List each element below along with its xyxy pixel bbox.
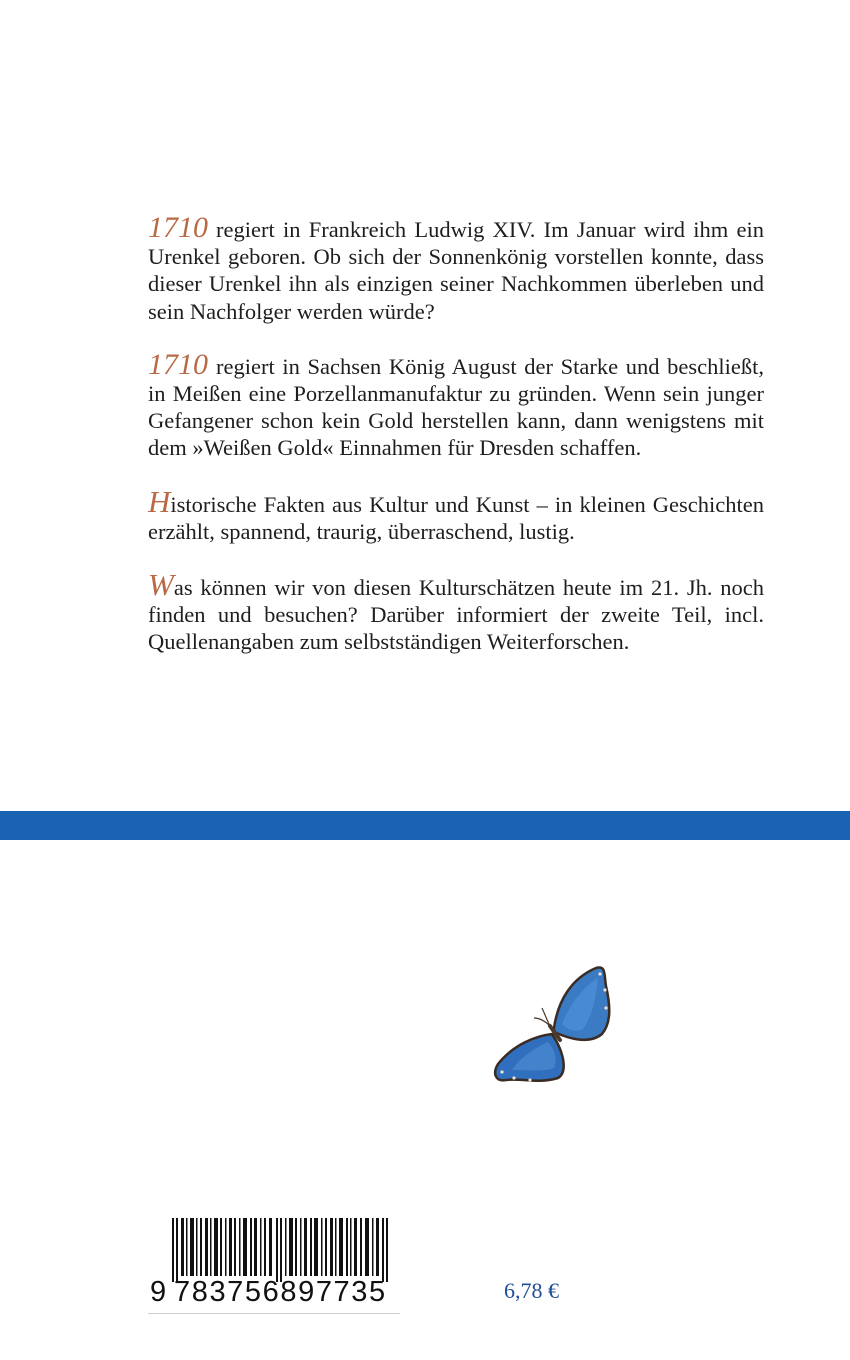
- paragraph-1-text: regiert in Frankreich Ludwig XIV. Im Januar wird ihm ein Urenkel geboren. Ob sich der Sonnenkönig vorstellen konnte, dass dieser Urenkel ihn als einzigen seiner Nachkommen überleben und sein Nachfolger werden würde?: [148, 217, 764, 324]
- isbn-first-digit: 9: [150, 1276, 168, 1308]
- isbn-number: [148, 1276, 398, 1310]
- paragraph-2-text: regiert in Sachsen König August der Starke und beschließt, in Meißen eine Porzellanmanufaktur zu gründen. Wenn sein junger Gefangener schon kein Gold herstellen kann, dann wenigstens mit dem »Weißen Gold« Einnahmen für Dresden schaffen.: [148, 353, 764, 461]
- blurb-paragraph-3: [148, 483, 764, 545]
- blurb-paragraph-4: [148, 567, 764, 656]
- paragraph-3-initial: H: [148, 483, 171, 519]
- paragraph-3-text: istorische Fakten aus Kultur und Kunst – in kleinen Geschichten erzählt, spannend, traurig, überraschend, lustig.: [148, 491, 764, 544]
- blue-band: [0, 811, 850, 840]
- back-cover-blurb: [148, 211, 764, 682]
- price-label: 6,78 €: [504, 1278, 559, 1303]
- paragraph-4-initial: W: [148, 567, 174, 603]
- paragraph-4-text: as können wir von diesen Kulturschätzen heute im 21. Jh. noch finden und besuchen? Darüber informiert der zweite Teil, incl. Quellenangaben zum selbstständigen Weiterforschen.: [148, 575, 764, 655]
- paragraph-2-year: 1710: [148, 347, 208, 381]
- blurb-paragraph-2: [148, 347, 764, 462]
- blurb-paragraph-1: [148, 211, 764, 325]
- paragraph-1-year: 1710: [148, 211, 208, 244]
- butterfly-illustration: [488, 960, 620, 1090]
- isbn-digits: 783756897735: [174, 1276, 387, 1308]
- isbn-barcode: [148, 1218, 398, 1314]
- barcode-divider: [148, 1313, 400, 1314]
- barcode-bars: [172, 1218, 390, 1282]
